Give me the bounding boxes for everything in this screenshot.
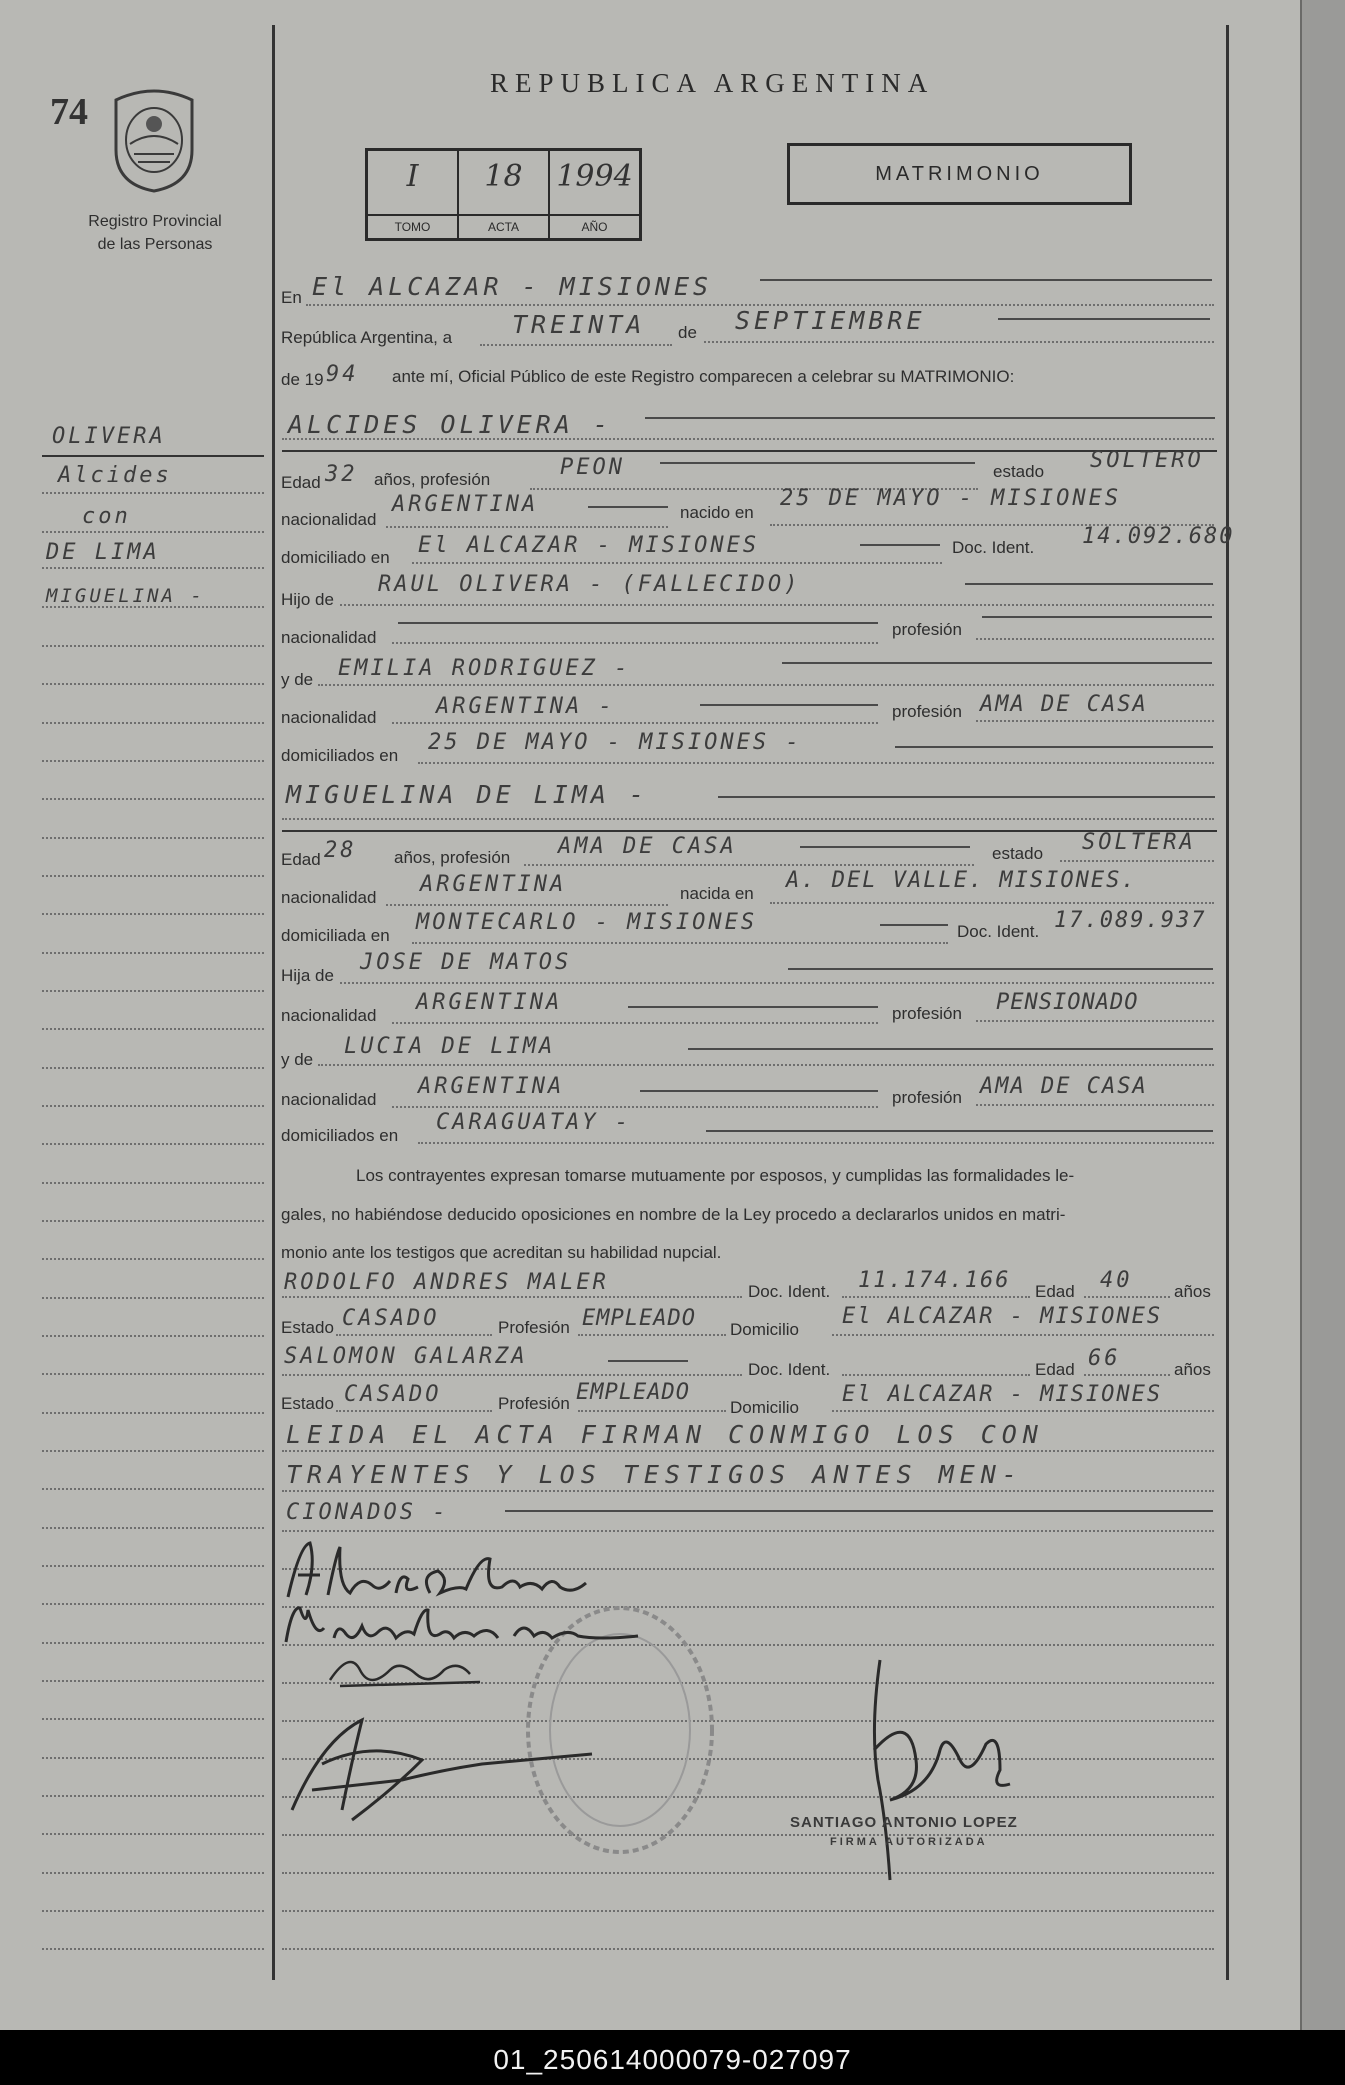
bride-mother-nac-label: nacionalidad: [281, 1090, 377, 1109]
ceremony-year: 94: [326, 362, 359, 387]
declaration-line-3: monio ante los testigos que acreditan su habilidad nupcial.: [281, 1243, 722, 1262]
tomo-value: I: [406, 159, 419, 194]
groom-nacionalidad-label: nacionalidad: [281, 510, 377, 529]
witness-2-estado: CASADO: [344, 1382, 442, 1407]
witness-1-domicile: El ALCAZAR - MISIONES: [842, 1304, 1163, 1329]
bride-anos-profesion-label: años, profesión: [394, 848, 511, 867]
margin-divider: [272, 25, 275, 1980]
groom-domicile: El ALCAZAR - MISIONES: [418, 533, 760, 558]
witness-2-doc-label: Doc. Ident.: [748, 1360, 831, 1379]
acta-label: ACTA: [459, 214, 548, 238]
bride-father-nationality: ARGENTINA: [416, 990, 563, 1015]
bride-mother-nationality: ARGENTINA: [418, 1074, 565, 1099]
groom-doc: 14.092.680: [1082, 524, 1235, 549]
registry-line-1: Registro Provincial: [88, 213, 222, 230]
witness-2-profession: EMPLEADO: [576, 1380, 690, 1405]
official-signature-icon: [850, 1640, 1020, 1890]
ceremony-place: El ALCAZAR - MISIONES: [312, 272, 713, 301]
bride-nacionalidad-label: nacionalidad: [281, 888, 377, 907]
tomo-label: TOMO: [368, 214, 457, 238]
groom-estado: SOLTERO: [1090, 448, 1204, 473]
margin-note-3: con: [82, 504, 131, 529]
margin-note-5: MIGUELINA -: [46, 585, 205, 607]
groom-birthplace: 25 DE MAYO - MISIONES: [780, 486, 1122, 511]
groom-nationality: ARGENTINA: [392, 492, 539, 517]
groom-age: 32: [325, 462, 358, 487]
witness-1-profesion-label: Profesión: [498, 1318, 570, 1337]
bride-father: JOSE DE MATOS: [360, 950, 572, 975]
witness-1-doc-label: Doc. Ident.: [748, 1282, 831, 1301]
bride-doc-label: Doc. Ident.: [957, 922, 1040, 941]
groom-domiciliado-label: domiciliado en: [281, 548, 390, 567]
year-prefix: de 19: [281, 370, 324, 389]
bride-domicile: MONTECARLO - MISIONES: [416, 910, 758, 935]
witness-2-domicile: El ALCAZAR - MISIONES: [842, 1382, 1163, 1407]
republica-label: República Argentina, a: [281, 328, 453, 347]
groom-name: ALCIDES OLIVERA -: [288, 410, 612, 439]
witness-2-profesion-label: Profesión: [498, 1394, 570, 1413]
intro-statement: ante mí, Oficial Público de este Registro comparecen a celebrar su MATRIMONIO:: [392, 367, 1015, 386]
witness-1-domicilio-label: Domicilio: [730, 1320, 799, 1339]
groom-nacido-label: nacido en: [680, 503, 754, 522]
groom-hijo-label: Hijo de: [281, 590, 334, 609]
page-number: 74: [50, 91, 88, 133]
closing-line-2: TRAYENTES Y LOS TESTIGOS ANTES MEN-: [286, 1460, 1023, 1489]
scan-id: 01_250614000079-027097: [493, 2044, 852, 2075]
declaration-line-1: Los contrayentes expresan tomarse mutuamente por esposos, y cumplidas las formalidades le-: [356, 1166, 1075, 1185]
witness-1-profession: EMPLEADO: [582, 1306, 696, 1331]
bride-estado-label: estado: [992, 844, 1044, 863]
witness-2-name: SALOMON GALARZA: [284, 1344, 528, 1369]
witness-2-age: 66: [1088, 1346, 1121, 1371]
groom-mother-nationality: ARGENTINA -: [436, 694, 615, 719]
bride-age: 28: [324, 838, 357, 863]
bride-birthplace: A. DEL VALLE. MISIONES.: [786, 868, 1137, 893]
bride-mother: LUCIA DE LIMA: [344, 1034, 556, 1059]
closing-line-3: CIONADOS -: [286, 1500, 449, 1525]
bride-yde-label: y de: [281, 1050, 314, 1069]
witness-2-estado-label: Estado: [281, 1394, 334, 1413]
bride-father-nac-label: nacionalidad: [281, 1006, 377, 1025]
bride-estado: SOLTERA: [1082, 830, 1196, 855]
bride-mother-profession: AMA DE CASA: [980, 1074, 1148, 1099]
groom-mother-profession: AMA DE CASA: [980, 692, 1148, 717]
bride-domiciliada-label: domiciliada en: [281, 926, 390, 945]
bride-name: MIGUELINA DE LIMA -: [286, 780, 648, 809]
groom-profession: PEON: [560, 455, 625, 480]
groom-anos-profesion-label: años, profesión: [374, 470, 491, 489]
groom-mother: EMILIA RODRIGUEZ -: [338, 656, 631, 681]
record-type-box: [787, 143, 1132, 205]
en-label: En: [281, 288, 302, 307]
bride-edad-label: Edad: [281, 850, 321, 869]
groom-father-nac-label: nacionalidad: [281, 628, 377, 647]
groom-domiciliados-label: domiciliados en: [281, 746, 399, 765]
book-edge: [1300, 0, 1345, 2030]
registry-office: [40, 210, 270, 256]
groom-father-prof-label: profesión: [892, 620, 962, 639]
bride-parents-domicile: CARAGUATAY -: [436, 1110, 631, 1135]
right-border: [1226, 25, 1229, 1980]
acta-cell: [459, 151, 550, 238]
groom-yde-label: y de: [281, 670, 314, 689]
margin-note-4: DE LIMA: [46, 540, 160, 565]
witness-1-name: RODOLFO ANDRES MALER: [284, 1270, 609, 1295]
bride-profession: AMA DE CASA: [558, 834, 737, 859]
bride-father-prof-label: profesión: [892, 1004, 962, 1023]
declaration-line-2: gales, no habiéndose deducido oposiciones en nombre de la Ley procedo a declararlos unidos en matri-: [281, 1205, 1066, 1224]
groom-parents-domicile: 25 DE MAYO - MISIONES -: [428, 730, 802, 755]
groom-estado-label: estado: [993, 462, 1045, 481]
de-label: de: [678, 323, 697, 342]
groom-mother-nac-label: nacionalidad: [281, 708, 377, 727]
bride-mother-prof-label: profesión: [892, 1088, 962, 1107]
record-type: MATRIMONIO: [875, 162, 1044, 185]
witness-1-signature-icon: [320, 1640, 500, 1700]
groom-father: RAUL OLIVERA - (FALLECIDO): [378, 572, 801, 597]
bride-nacida-label: nacida en: [680, 884, 754, 903]
witness-2-anos-label: años: [1174, 1360, 1211, 1379]
bride-domiciliados-label: domiciliados en: [281, 1126, 399, 1145]
margin-note-underline: [42, 455, 264, 457]
ano-value: 1994: [556, 159, 633, 194]
margin-note-2: Alcides: [58, 463, 172, 488]
witness-2-edad-label: Edad: [1035, 1360, 1075, 1379]
acta-value: 18: [484, 159, 523, 194]
official-name: SANTIAGO ANTONIO LOPEZ: [790, 1814, 1018, 1831]
ceremony-day: TREINTA: [512, 310, 646, 339]
document-title: REPUBLICA ARGENTINA: [490, 68, 935, 98]
ano-cell: [550, 151, 639, 238]
closing-line-1: LEIDA EL ACTA FIRMAN CONMIGO LOS CON: [286, 1420, 1044, 1449]
bride-nationality: ARGENTINA: [420, 872, 567, 897]
witness-1-doc: 11.174.166: [858, 1268, 1011, 1293]
witness-2-signature-icon: [282, 1700, 602, 1830]
bride-doc: 17.089.937: [1054, 908, 1207, 933]
record-reference-box: [365, 148, 642, 241]
witness-1-anos-label: años: [1174, 1282, 1211, 1301]
ano-label: AÑO: [550, 214, 639, 238]
groom-doc-label: Doc. Ident.: [952, 538, 1035, 557]
witness-1-edad-label: Edad: [1035, 1282, 1075, 1301]
margin-note-1: OLIVERA: [52, 424, 166, 449]
ceremony-month: SEPTIEMBRE: [735, 306, 926, 335]
witness-2-domicilio-label: Domicilio: [730, 1398, 799, 1417]
groom-edad-label: Edad: [281, 473, 321, 492]
witness-1-age: 40: [1100, 1268, 1133, 1293]
witness-1-estado: CASADO: [342, 1306, 440, 1331]
provincial-seal-icon: [108, 88, 200, 193]
registry-line-2: de las Personas: [97, 236, 213, 253]
bride-hija-label: Hija de: [281, 966, 334, 985]
bride-father-profession: PENSIONADO: [996, 990, 1139, 1015]
witness-1-estado-label: Estado: [281, 1318, 334, 1337]
official-title: FIRMA AUTORIZADA: [830, 1836, 988, 1848]
groom-mother-prof-label: profesión: [892, 702, 962, 721]
tomo-cell: [368, 151, 459, 238]
